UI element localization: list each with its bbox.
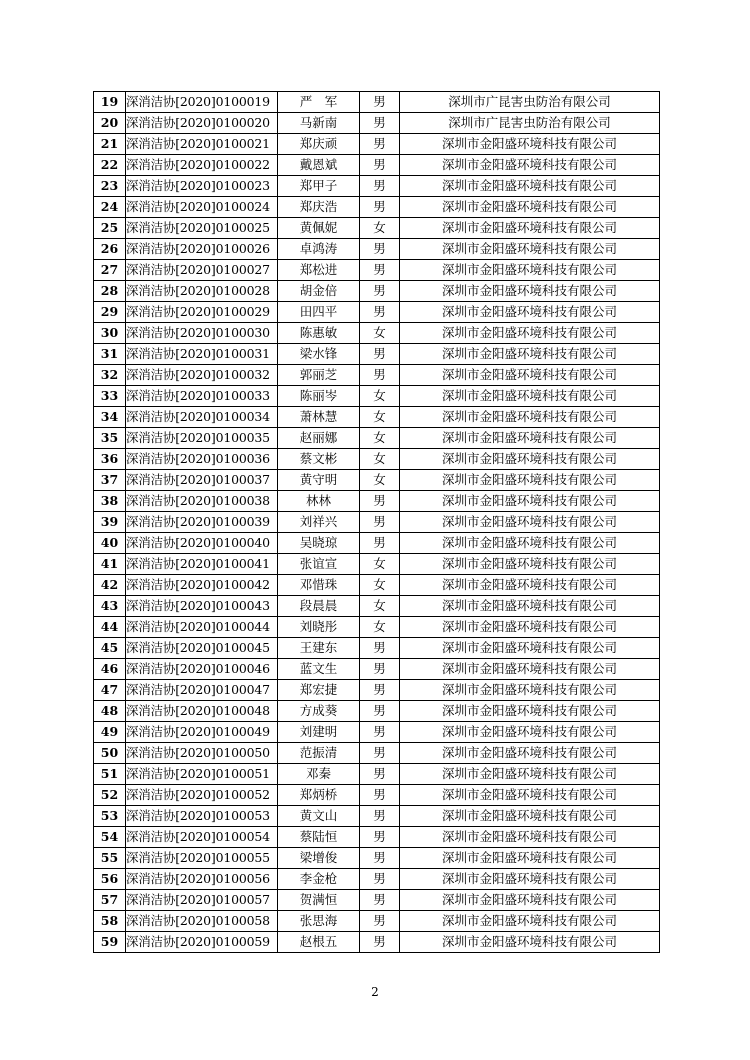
person-name: 田四平 <box>278 302 360 323</box>
person-name: 李金枪 <box>278 869 360 890</box>
person-name: 蔡文彬 <box>278 449 360 470</box>
company-name: 深圳市金阳盛环境科技有限公司 <box>400 890 660 911</box>
gender: 男 <box>360 680 400 701</box>
gender: 男 <box>360 302 400 323</box>
person-name: 陈惠敏 <box>278 323 360 344</box>
row-number: 59 <box>94 932 126 953</box>
certificate-number: 深消洁协[2020]0100032 <box>126 365 278 386</box>
certificate-number: 深消洁协[2020]0100040 <box>126 533 278 554</box>
company-name: 深圳市金阳盛环境科技有限公司 <box>400 491 660 512</box>
row-number: 35 <box>94 428 126 449</box>
gender: 男 <box>360 890 400 911</box>
company-name: 深圳市金阳盛环境科技有限公司 <box>400 554 660 575</box>
company-name: 深圳市金阳盛环境科技有限公司 <box>400 155 660 176</box>
table-row <box>94 176 660 197</box>
table-row <box>94 764 660 785</box>
company-name: 深圳市金阳盛环境科技有限公司 <box>400 575 660 596</box>
person-name: 方成葵 <box>278 701 360 722</box>
gender: 男 <box>360 134 400 155</box>
table-row <box>94 281 660 302</box>
company-name: 深圳市金阳盛环境科技有限公司 <box>400 932 660 953</box>
person-name: 郑庆浩 <box>278 197 360 218</box>
row-number: 39 <box>94 512 126 533</box>
company-name: 深圳市金阳盛环境科技有限公司 <box>400 785 660 806</box>
table-row <box>94 638 660 659</box>
person-name: 陈丽岑 <box>278 386 360 407</box>
table-row <box>94 155 660 176</box>
table-row <box>94 806 660 827</box>
table-row <box>94 218 660 239</box>
gender: 女 <box>360 470 400 491</box>
company-name: 深圳市金阳盛环境科技有限公司 <box>400 386 660 407</box>
certificate-number: 深消洁协[2020]0100047 <box>126 680 278 701</box>
row-number: 20 <box>94 113 126 134</box>
certificate-number: 深消洁协[2020]0100026 <box>126 239 278 260</box>
gender: 男 <box>360 848 400 869</box>
row-number: 28 <box>94 281 126 302</box>
certificate-number: 深消洁协[2020]0100030 <box>126 323 278 344</box>
row-number: 26 <box>94 239 126 260</box>
table-row <box>94 470 660 491</box>
gender: 男 <box>360 638 400 659</box>
person-name: 范振清 <box>278 743 360 764</box>
certificate-number: 深消洁协[2020]0100057 <box>126 890 278 911</box>
person-name: 刘晓彤 <box>278 617 360 638</box>
certificate-number: 深消洁协[2020]0100021 <box>126 134 278 155</box>
certificate-number: 深消洁协[2020]0100028 <box>126 281 278 302</box>
table-row <box>94 302 660 323</box>
person-name: 萧林慧 <box>278 407 360 428</box>
row-number: 54 <box>94 827 126 848</box>
company-name: 深圳市金阳盛环境科技有限公司 <box>400 722 660 743</box>
table-row <box>94 848 660 869</box>
certificate-number: 深消洁协[2020]0100058 <box>126 911 278 932</box>
table-row <box>94 113 660 134</box>
company-name: 深圳市金阳盛环境科技有限公司 <box>400 281 660 302</box>
row-number: 25 <box>94 218 126 239</box>
table-row <box>94 533 660 554</box>
gender: 男 <box>360 197 400 218</box>
row-number: 21 <box>94 134 126 155</box>
row-number: 49 <box>94 722 126 743</box>
person-name: 刘祥兴 <box>278 512 360 533</box>
company-name: 深圳市金阳盛环境科技有限公司 <box>400 869 660 890</box>
person-name: 郑庆顽 <box>278 134 360 155</box>
certificate-roster-table <box>93 91 660 953</box>
company-name: 深圳市金阳盛环境科技有限公司 <box>400 680 660 701</box>
table-row <box>94 554 660 575</box>
table-row <box>94 365 660 386</box>
table-row <box>94 197 660 218</box>
table-row <box>94 407 660 428</box>
row-number: 23 <box>94 176 126 197</box>
certificate-number: 深消洁协[2020]0100023 <box>126 176 278 197</box>
table-row <box>94 428 660 449</box>
row-number: 40 <box>94 533 126 554</box>
certificate-number: 深消洁协[2020]0100049 <box>126 722 278 743</box>
certificate-number: 深消洁协[2020]0100042 <box>126 575 278 596</box>
person-name: 黄佩妮 <box>278 218 360 239</box>
row-number: 27 <box>94 260 126 281</box>
table-row <box>94 344 660 365</box>
person-name: 段晨晨 <box>278 596 360 617</box>
gender: 男 <box>360 176 400 197</box>
table-row <box>94 512 660 533</box>
table-row <box>94 491 660 512</box>
table-row <box>94 617 660 638</box>
person-name: 黄文山 <box>278 806 360 827</box>
company-name: 深圳市金阳盛环境科技有限公司 <box>400 911 660 932</box>
table-row <box>94 911 660 932</box>
certificate-number: 深消洁协[2020]0100036 <box>126 449 278 470</box>
certificate-number: 深消洁协[2020]0100041 <box>126 554 278 575</box>
gender: 女 <box>360 428 400 449</box>
row-number: 45 <box>94 638 126 659</box>
certificate-number: 深消洁协[2020]0100022 <box>126 155 278 176</box>
row-number: 33 <box>94 386 126 407</box>
gender: 男 <box>360 512 400 533</box>
person-name: 吴晓琼 <box>278 533 360 554</box>
certificate-number: 深消洁协[2020]0100051 <box>126 764 278 785</box>
certificate-number: 深消洁协[2020]0100035 <box>126 428 278 449</box>
table-row <box>94 701 660 722</box>
certificate-number: 深消洁协[2020]0100024 <box>126 197 278 218</box>
company-name: 深圳市金阳盛环境科技有限公司 <box>400 176 660 197</box>
table-row <box>94 743 660 764</box>
person-name: 张谊宣 <box>278 554 360 575</box>
certificate-number: 深消洁协[2020]0100020 <box>126 113 278 134</box>
person-name: 梁增俊 <box>278 848 360 869</box>
gender: 男 <box>360 260 400 281</box>
company-name: 深圳市金阳盛环境科技有限公司 <box>400 407 660 428</box>
gender: 女 <box>360 323 400 344</box>
gender: 女 <box>360 449 400 470</box>
person-name: 邓惜珠 <box>278 575 360 596</box>
certificate-number: 深消洁协[2020]0100050 <box>126 743 278 764</box>
person-name: 戴恩斌 <box>278 155 360 176</box>
company-name: 深圳市金阳盛环境科技有限公司 <box>400 827 660 848</box>
gender: 男 <box>360 743 400 764</box>
row-number: 29 <box>94 302 126 323</box>
gender: 男 <box>360 659 400 680</box>
company-name: 深圳市金阳盛环境科技有限公司 <box>400 512 660 533</box>
gender: 男 <box>360 932 400 953</box>
certificate-number: 深消洁协[2020]0100044 <box>126 617 278 638</box>
row-number: 44 <box>94 617 126 638</box>
company-name: 深圳市金阳盛环境科技有限公司 <box>400 848 660 869</box>
person-name: 郑松进 <box>278 260 360 281</box>
person-name: 王建东 <box>278 638 360 659</box>
person-name: 邓秦 <box>278 764 360 785</box>
company-name: 深圳市金阳盛环境科技有限公司 <box>400 323 660 344</box>
row-number: 36 <box>94 449 126 470</box>
certificate-number: 深消洁协[2020]0100029 <box>126 302 278 323</box>
person-name: 蔡陆恒 <box>278 827 360 848</box>
table-row <box>94 659 660 680</box>
company-name: 深圳市金阳盛环境科技有限公司 <box>400 764 660 785</box>
gender: 男 <box>360 533 400 554</box>
person-name: 蓝文生 <box>278 659 360 680</box>
gender: 女 <box>360 554 400 575</box>
row-number: 43 <box>94 596 126 617</box>
gender: 女 <box>360 617 400 638</box>
row-number: 58 <box>94 911 126 932</box>
person-name: 林林 <box>278 491 360 512</box>
company-name: 深圳市金阳盛环境科技有限公司 <box>400 743 660 764</box>
table-row <box>94 890 660 911</box>
company-name: 深圳市金阳盛环境科技有限公司 <box>400 239 660 260</box>
gender: 男 <box>360 92 400 113</box>
certificate-number: 深消洁协[2020]0100059 <box>126 932 278 953</box>
person-name: 张思海 <box>278 911 360 932</box>
company-name: 深圳市金阳盛环境科技有限公司 <box>400 806 660 827</box>
table-row <box>94 785 660 806</box>
row-number: 50 <box>94 743 126 764</box>
company-name: 深圳市金阳盛环境科技有限公司 <box>400 449 660 470</box>
person-name: 卓鸿涛 <box>278 239 360 260</box>
gender: 男 <box>360 806 400 827</box>
company-name: 深圳市金阳盛环境科技有限公司 <box>400 365 660 386</box>
certificate-number: 深消洁协[2020]0100019 <box>126 92 278 113</box>
company-name: 深圳市金阳盛环境科技有限公司 <box>400 533 660 554</box>
table-row <box>94 386 660 407</box>
gender: 男 <box>360 722 400 743</box>
certificate-number: 深消洁协[2020]0100037 <box>126 470 278 491</box>
company-name: 深圳市金阳盛环境科技有限公司 <box>400 218 660 239</box>
row-number: 47 <box>94 680 126 701</box>
person-name: 胡金倍 <box>278 281 360 302</box>
person-name: 梁水锋 <box>278 344 360 365</box>
row-number: 48 <box>94 701 126 722</box>
row-number: 38 <box>94 491 126 512</box>
gender: 男 <box>360 827 400 848</box>
row-number: 30 <box>94 323 126 344</box>
certificate-number: 深消洁协[2020]0100034 <box>126 407 278 428</box>
certificate-number: 深消洁协[2020]0100054 <box>126 827 278 848</box>
table-row <box>94 596 660 617</box>
certificate-number: 深消洁协[2020]0100055 <box>126 848 278 869</box>
company-name: 深圳市广昆害虫防治有限公司 <box>400 113 660 134</box>
gender: 男 <box>360 344 400 365</box>
person-name: 刘建明 <box>278 722 360 743</box>
person-name: 黄守明 <box>278 470 360 491</box>
certificate-number: 深消洁协[2020]0100025 <box>126 218 278 239</box>
gender: 女 <box>360 575 400 596</box>
row-number: 34 <box>94 407 126 428</box>
table-row <box>94 260 660 281</box>
row-number: 24 <box>94 197 126 218</box>
company-name: 深圳市广昆害虫防治有限公司 <box>400 92 660 113</box>
table-row <box>94 323 660 344</box>
gender: 男 <box>360 239 400 260</box>
person-name: 贺满恒 <box>278 890 360 911</box>
certificate-number: 深消洁协[2020]0100043 <box>126 596 278 617</box>
table-row <box>94 932 660 953</box>
gender: 男 <box>360 491 400 512</box>
certificate-number: 深消洁协[2020]0100045 <box>126 638 278 659</box>
row-number: 31 <box>94 344 126 365</box>
gender: 男 <box>360 911 400 932</box>
company-name: 深圳市金阳盛环境科技有限公司 <box>400 302 660 323</box>
row-number: 32 <box>94 365 126 386</box>
row-number: 46 <box>94 659 126 680</box>
table-row <box>94 722 660 743</box>
company-name: 深圳市金阳盛环境科技有限公司 <box>400 596 660 617</box>
gender: 男 <box>360 365 400 386</box>
person-name: 郭丽芝 <box>278 365 360 386</box>
table-row <box>94 449 660 470</box>
certificate-number: 深消洁协[2020]0100052 <box>126 785 278 806</box>
company-name: 深圳市金阳盛环境科技有限公司 <box>400 701 660 722</box>
company-name: 深圳市金阳盛环境科技有限公司 <box>400 197 660 218</box>
person-name: 严 军 <box>278 92 360 113</box>
row-number: 42 <box>94 575 126 596</box>
gender: 男 <box>360 701 400 722</box>
row-number: 19 <box>94 92 126 113</box>
gender: 男 <box>360 764 400 785</box>
row-number: 51 <box>94 764 126 785</box>
certificate-number: 深消洁协[2020]0100031 <box>126 344 278 365</box>
person-name: 马新南 <box>278 113 360 134</box>
person-name: 郑宏捷 <box>278 680 360 701</box>
gender: 男 <box>360 113 400 134</box>
gender: 女 <box>360 386 400 407</box>
certificate-number: 深消洁协[2020]0100056 <box>126 869 278 890</box>
table-row <box>94 134 660 155</box>
certificate-number: 深消洁协[2020]0100048 <box>126 701 278 722</box>
person-name: 郑甲子 <box>278 176 360 197</box>
company-name: 深圳市金阳盛环境科技有限公司 <box>400 134 660 155</box>
person-name: 赵根五 <box>278 932 360 953</box>
company-name: 深圳市金阳盛环境科技有限公司 <box>400 470 660 491</box>
gender: 女 <box>360 218 400 239</box>
certificate-number: 深消洁协[2020]0100039 <box>126 512 278 533</box>
certificate-number: 深消洁协[2020]0100038 <box>126 491 278 512</box>
table-row <box>94 575 660 596</box>
company-name: 深圳市金阳盛环境科技有限公司 <box>400 638 660 659</box>
table-row <box>94 92 660 113</box>
person-name: 赵丽娜 <box>278 428 360 449</box>
gender: 女 <box>360 596 400 617</box>
row-number: 52 <box>94 785 126 806</box>
certificate-number: 深消洁协[2020]0100053 <box>126 806 278 827</box>
company-name: 深圳市金阳盛环境科技有限公司 <box>400 659 660 680</box>
table-row <box>94 239 660 260</box>
gender: 男 <box>360 785 400 806</box>
page-number: 2 <box>371 985 379 999</box>
company-name: 深圳市金阳盛环境科技有限公司 <box>400 428 660 449</box>
table-row <box>94 827 660 848</box>
person-name: 郑炳桥 <box>278 785 360 806</box>
row-number: 41 <box>94 554 126 575</box>
table-row <box>94 680 660 701</box>
row-number: 22 <box>94 155 126 176</box>
roster-body <box>94 92 660 953</box>
gender: 男 <box>360 869 400 890</box>
company-name: 深圳市金阳盛环境科技有限公司 <box>400 617 660 638</box>
company-name: 深圳市金阳盛环境科技有限公司 <box>400 344 660 365</box>
gender: 男 <box>360 281 400 302</box>
row-number: 53 <box>94 806 126 827</box>
row-number: 57 <box>94 890 126 911</box>
company-name: 深圳市金阳盛环境科技有限公司 <box>400 260 660 281</box>
row-number: 55 <box>94 848 126 869</box>
gender: 女 <box>360 407 400 428</box>
table-row <box>94 869 660 890</box>
certificate-number: 深消洁协[2020]0100046 <box>126 659 278 680</box>
certificate-number: 深消洁协[2020]0100027 <box>126 260 278 281</box>
certificate-number: 深消洁协[2020]0100033 <box>126 386 278 407</box>
gender: 男 <box>360 155 400 176</box>
row-number: 37 <box>94 470 126 491</box>
row-number: 56 <box>94 869 126 890</box>
